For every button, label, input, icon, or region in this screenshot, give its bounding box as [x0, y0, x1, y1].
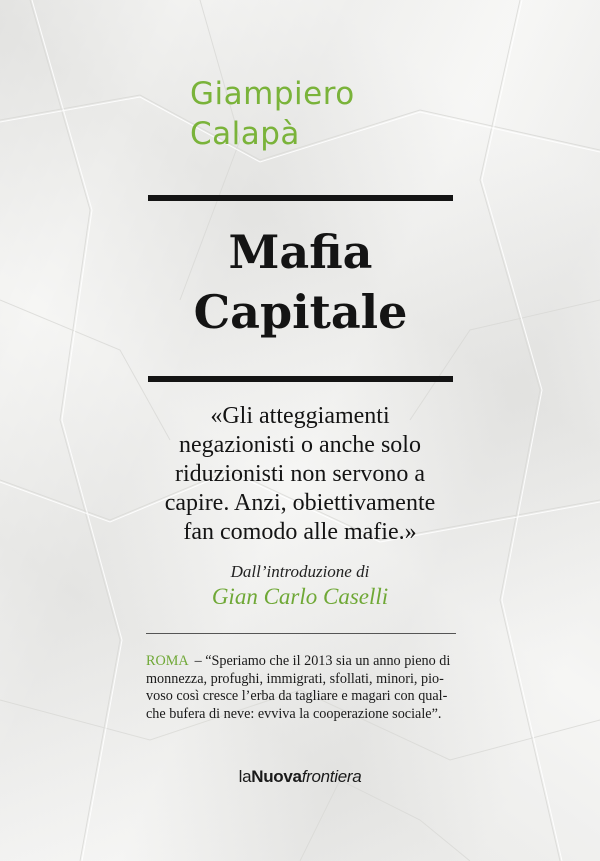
- author-last-name: Calapà: [190, 116, 300, 152]
- quote-line: negazionisti o anche solo: [179, 432, 421, 458]
- quote-line: capire. Anzi, obiettivamente: [164, 490, 436, 516]
- book-title: [148, 222, 453, 342]
- excerpt-city: ROMA: [146, 653, 189, 669]
- excerpt-line: [146, 671, 458, 689]
- excerpt-line: [146, 688, 458, 706]
- bottom-thick-rule: [148, 376, 453, 382]
- author-first-name: Giampiero: [190, 76, 355, 112]
- thin-divider: [146, 633, 456, 634]
- excerpt-paragraph: [146, 653, 458, 723]
- publisher-frontiera: frontiera: [301, 767, 362, 786]
- publisher-nuova: Nuova: [251, 767, 302, 786]
- excerpt-line-2: monnezza, profughi, immigrati, sfollati, minori, pio-: [146, 670, 444, 687]
- excerpt-line-1: – “Speriamo che il 2013 sia un anno pieno di: [194, 653, 451, 669]
- excerpt-line-4: che bufera di neve: evviva la cooperazione sociale”.: [146, 705, 442, 722]
- quote-line: «Gli atteggiamenti: [210, 403, 390, 429]
- excerpt-line: [146, 653, 458, 671]
- introduction-author: Gian Carlo Caselli: [211, 584, 389, 609]
- top-thick-rule: [148, 195, 453, 201]
- quote-line: riduzionisti non servono a: [175, 461, 425, 487]
- title-line-1: Mafia: [228, 225, 373, 279]
- excerpt-line: [146, 706, 458, 724]
- title-line-2: Capitale: [193, 285, 408, 339]
- introduction-label: Dall’introduzione di: [230, 562, 370, 581]
- quote-line: fan comodo alle mafie.»: [183, 519, 417, 545]
- author-name: [190, 74, 355, 154]
- publisher-la: la: [238, 767, 252, 786]
- excerpt-line-3: voso così cresce l’erba da tagliare e magari con qual-: [146, 688, 448, 704]
- cover-quote: [140, 402, 460, 547]
- publisher-logo: [150, 767, 450, 787]
